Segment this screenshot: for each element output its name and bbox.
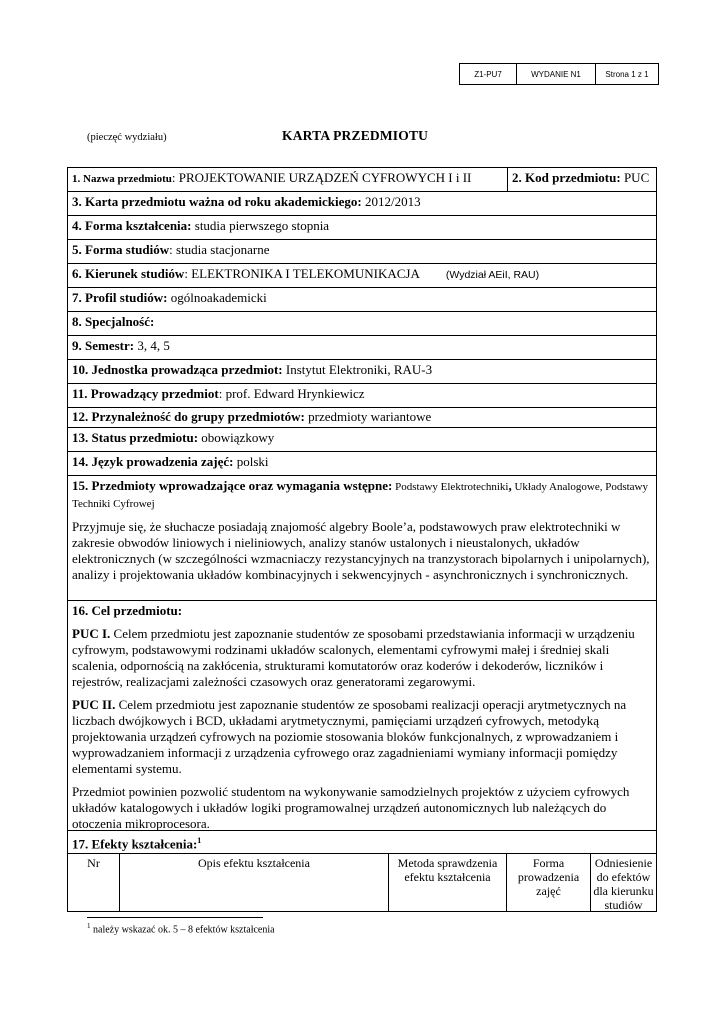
field-value: : ELEKTRONIKA I TELEKOMUNIKACJA bbox=[184, 266, 420, 281]
row-learning-outcomes bbox=[67, 831, 657, 854]
course-name-value: : PROJEKTOWANIE URZĄDZEŃ CYFROWYCH I i II bbox=[171, 170, 472, 185]
footnote bbox=[87, 922, 275, 935]
learning-outcomes-table-header bbox=[67, 854, 657, 912]
course-code-value: PUC bbox=[620, 170, 650, 185]
lecturer-value: : prof. Edward Hrynkiewicz bbox=[218, 386, 365, 401]
row-course-group bbox=[67, 408, 657, 428]
goal-summary-text: Przedmiot powinien pozwolić studentom na wykonywanie samodzielnych projektów z użyciem cyfrowych układów katalogowych i układów logiki programowalnej urządzeń autonomicznych lub należących do otoczenia mikroprocesora. bbox=[72, 784, 630, 831]
row-language bbox=[67, 452, 657, 476]
goal-puc1-text: Celem przedmiotu jest zapoznanie studentów ze sposobami przedstawiania informacji w urządzeniu cyfrowym, podstawowymi rodzinami układów scalonych, elementami cyfrowymi małej i średniej skali scalenia, odpornością na zakłócenia, strukturami komutatorów oraz koderów i dekoderów, liczników i rejestrów, realizacjami zależności czasowych oraz generatorami zegarowymi. bbox=[72, 626, 635, 689]
course-code-label: 2. Kod przedmiotu: bbox=[512, 170, 621, 185]
faculty-stamp-label: (pieczęć wydziału) bbox=[87, 132, 167, 143]
education-form-value: studia pierwszego stopnia bbox=[191, 218, 330, 233]
semester-label: 9. Semestr: bbox=[72, 338, 135, 353]
goal-puc1-label: PUC I. bbox=[72, 626, 111, 641]
group-value: przedmioty wariantowe bbox=[304, 409, 432, 424]
course-card-form bbox=[67, 167, 657, 912]
lecturer-label: 11. Prowadzący przedmiot bbox=[72, 386, 219, 401]
col-header-nr: Nr bbox=[68, 854, 120, 911]
prerequisites-label: 15. Przedmioty wprowadzające oraz wymagania wstępne: bbox=[72, 478, 393, 493]
row-course-goal bbox=[67, 601, 657, 831]
row-valid-year bbox=[67, 192, 657, 216]
study-form-value: : studia stacjonarne bbox=[169, 242, 270, 257]
row-study-profile bbox=[67, 288, 657, 312]
page-title: KARTA PRZEDMIOTU bbox=[282, 128, 429, 143]
row-field-of-study bbox=[67, 264, 657, 288]
row-unit bbox=[67, 360, 657, 384]
row-study-form bbox=[67, 240, 657, 264]
status-label: 13. Status przedmiotu: bbox=[72, 430, 199, 445]
outcomes-footnote-ref: 1 bbox=[197, 836, 202, 845]
group-label: 12. Przynależność do grupy przedmiotów: bbox=[72, 409, 305, 424]
row-course-name bbox=[67, 168, 657, 192]
language-value: polski bbox=[233, 454, 269, 469]
prerequisites-value-b: Układy Analogowe, Podstawy Techniki Cyfrowej bbox=[72, 481, 648, 510]
col-header-method: Metoda sprawdzenia efektu kształcenia bbox=[389, 854, 507, 911]
valid-year-label: 3. Karta przedmiotu ważna od roku akademickiego: bbox=[72, 194, 362, 209]
row-semester bbox=[67, 336, 657, 360]
course-name-label: 1. Nazwa przedmiotu bbox=[72, 173, 172, 185]
field-label: 6. Kierunek studiów bbox=[72, 266, 185, 281]
unit-value: Instytut Elektroniki, RAU-3 bbox=[282, 362, 433, 377]
col-header-description: Opis efektu kształcenia bbox=[120, 854, 389, 911]
semester-value: 3, 4, 5 bbox=[134, 338, 170, 353]
goal-puc2-label: PUC II. bbox=[72, 697, 116, 712]
row-education-form bbox=[67, 216, 657, 240]
outcomes-label: 17. Efekty kształcenia: bbox=[72, 836, 198, 852]
education-form-label: 4. Forma kształcenia: bbox=[72, 218, 192, 233]
footnote-divider bbox=[87, 917, 263, 918]
row-specialty bbox=[67, 312, 657, 336]
goal-puc2-text: Celem przedmiotu jest zapoznanie studentów ze sposobami realizacji operacji arytmetycznych na liczbach dwójkowych i BCD, układami arytmetycznymi, pamięciami urządzeń cyfrowych, metodyką projektowania urządzeń cyfrowych na poziomie stosowania bloków funkcjonalnych, z wprowadzaniem i wyprowadzaniem informacji z urządzenia cyfrowego oraz zagadnieniami wymiany informacji pomiędzy elementami systemu. bbox=[72, 697, 627, 776]
document-header-table bbox=[459, 63, 659, 85]
unit-label: 10. Jednostka prowadząca przedmiot: bbox=[72, 362, 283, 377]
footnote-mark: 1 bbox=[87, 922, 91, 930]
col-header-reference: Odniesienie do efektów dla kierunku studiów bbox=[593, 856, 654, 912]
profile-value: ogólnoakademicki bbox=[167, 290, 267, 305]
valid-year-value: 2012/2013 bbox=[361, 194, 421, 209]
goal-label: 16. Cel przedmiotu: bbox=[72, 603, 183, 618]
row-lecturer bbox=[67, 384, 657, 408]
doc-edition: WYDANIE N1 bbox=[517, 64, 596, 84]
status-value: obowiązkowy bbox=[198, 430, 275, 445]
row-course-status bbox=[67, 428, 657, 452]
profile-label: 7. Profil studiów: bbox=[72, 290, 168, 305]
footnote-text: należy wskazać ok. 5 – 8 efektów kształcenia bbox=[90, 924, 275, 936]
prerequisites-value-a: Podstawy Elektrotechniki bbox=[392, 481, 509, 493]
prerequisites-text: Przyjmuje się, że słuchacze posiadają znajomość algebry Boole’a, podstawowych praw elektrotechniki w zakresie obwodów liniowych i nieliniowych, analizy stanów ustalonych i nieustalonych, układów elektronicznych (w szczególności wzmacniaczy rezystancyjnych na tranzystorach bipolarnych i unipolarnych), analizy i projektowania układów kombinacyjnych i sekwencyjnych - asynchronicznych i synchronicznych. bbox=[72, 519, 650, 582]
prerequisites-comma: , bbox=[508, 478, 512, 493]
study-form-label: 5. Forma studiów bbox=[72, 242, 170, 257]
specialty-label: 8. Specjalność: bbox=[72, 314, 155, 329]
doc-code: Z1-PU7 bbox=[460, 64, 517, 84]
row-prerequisites bbox=[67, 476, 657, 601]
doc-page: Strona 1 z 1 bbox=[605, 69, 649, 79]
language-label: 14. Język prowadzenia zajęć: bbox=[72, 454, 234, 469]
field-note: (Wydział AEiI, RAU) bbox=[445, 269, 540, 281]
col-header-form: Forma prowadzenia zajęć bbox=[507, 854, 591, 911]
